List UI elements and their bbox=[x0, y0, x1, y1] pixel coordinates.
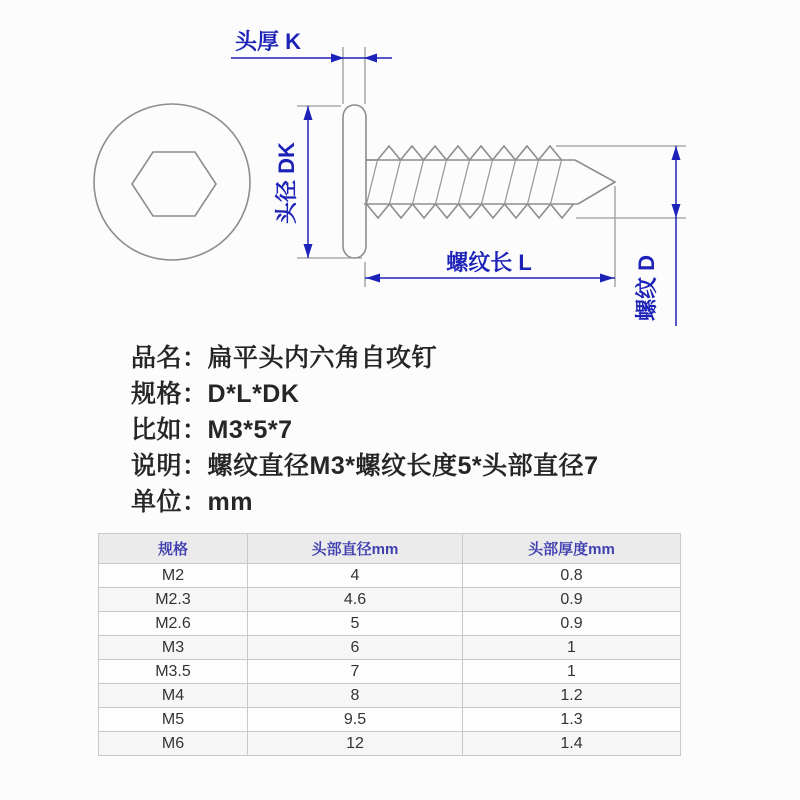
dim-thread-diameter bbox=[556, 146, 686, 326]
arrowhead bbox=[331, 54, 344, 63]
arrowhead bbox=[366, 274, 380, 283]
arrowhead bbox=[364, 54, 377, 63]
table-row bbox=[99, 708, 681, 732]
screw-tip bbox=[575, 160, 615, 204]
product-description bbox=[131, 340, 599, 520]
table-cell: M2.3 bbox=[99, 588, 248, 612]
table-cell: M2.6 bbox=[99, 612, 248, 636]
head-side-view bbox=[343, 47, 366, 258]
table-cell: 1 bbox=[463, 636, 681, 660]
table-row bbox=[99, 684, 681, 708]
table-cell: 12 bbox=[248, 732, 463, 756]
table-row bbox=[99, 732, 681, 756]
desc-label: 规格： bbox=[131, 380, 208, 408]
table-cell: 1.2 bbox=[463, 684, 681, 708]
hex-socket bbox=[132, 152, 216, 216]
table-cell: 6 bbox=[248, 636, 463, 660]
table-row bbox=[99, 636, 681, 660]
table-row bbox=[99, 660, 681, 684]
screw-technical-drawing bbox=[0, 0, 800, 335]
table-cell: 1 bbox=[463, 660, 681, 684]
table-cell: 4.6 bbox=[248, 588, 463, 612]
desc-line-explanation bbox=[131, 448, 599, 484]
desc-value: 螺纹直径M3*螺纹长度5*头部直径7 bbox=[207, 452, 599, 480]
desc-value: M3*5*7 bbox=[207, 416, 293, 444]
table-header-row bbox=[99, 534, 681, 564]
table-cell: 0.9 bbox=[463, 612, 681, 636]
spec-table bbox=[98, 533, 681, 756]
head-outline-circle bbox=[94, 104, 250, 260]
thread-bottom-zigzag bbox=[364, 204, 574, 218]
table-cell: 5 bbox=[248, 612, 463, 636]
desc-value: mm bbox=[207, 488, 253, 516]
table-cell: 0.8 bbox=[463, 564, 681, 588]
table-cell: M2 bbox=[99, 564, 248, 588]
desc-line-product-name bbox=[131, 340, 599, 376]
arrowhead bbox=[672, 146, 681, 160]
table-cell: 8 bbox=[248, 684, 463, 708]
thread-helix-lines bbox=[367, 160, 562, 204]
table-row bbox=[99, 588, 681, 612]
arrowhead bbox=[672, 204, 681, 218]
dim-head-thickness bbox=[231, 29, 392, 63]
table-cell: M3.5 bbox=[99, 660, 248, 684]
table-cell: M6 bbox=[99, 732, 248, 756]
table-cell: 4 bbox=[248, 564, 463, 588]
header-cell-head-diameter: 头部直径mm bbox=[248, 534, 463, 564]
table-row bbox=[99, 564, 681, 588]
desc-label: 品名： bbox=[131, 344, 208, 372]
dim-label-thread-diameter: 螺纹 D bbox=[634, 254, 659, 322]
desc-value: D*L*DK bbox=[207, 380, 300, 408]
head-profile bbox=[343, 105, 366, 258]
desc-value: 扁平头内六角自攻钉 bbox=[207, 344, 438, 372]
head-top-view bbox=[94, 104, 250, 260]
desc-label: 单位： bbox=[131, 488, 208, 516]
dim-label-thread-length: 螺纹长 L bbox=[446, 250, 532, 275]
table-cell: M5 bbox=[99, 708, 248, 732]
header-cell-spec: 规格 bbox=[99, 534, 248, 564]
desc-label: 比如： bbox=[131, 416, 208, 444]
dim-label-head-thickness: 头厚 K bbox=[234, 29, 302, 54]
desc-line-example bbox=[131, 412, 599, 448]
thread-top-zigzag bbox=[366, 146, 562, 160]
header-cell-head-thickness: 头部厚度mm bbox=[463, 534, 681, 564]
screw-body bbox=[364, 146, 615, 218]
dim-thread-length bbox=[365, 186, 615, 287]
dim-label-head-diameter: 头径 DK bbox=[274, 142, 299, 224]
desc-label: 说明： bbox=[131, 452, 208, 480]
desc-line-spec-format bbox=[131, 376, 599, 412]
table-row bbox=[99, 612, 681, 636]
dim-head-diameter bbox=[274, 106, 362, 258]
table-cell: 0.9 bbox=[463, 588, 681, 612]
table-cell: 9.5 bbox=[248, 708, 463, 732]
desc-line-unit bbox=[131, 484, 599, 520]
table-cell: 7 bbox=[248, 660, 463, 684]
table-cell: M4 bbox=[99, 684, 248, 708]
arrowhead bbox=[600, 274, 614, 283]
arrowhead bbox=[304, 106, 313, 120]
arrowhead bbox=[304, 244, 313, 258]
table-cell: M3 bbox=[99, 636, 248, 660]
table-cell: 1.3 bbox=[463, 708, 681, 732]
table-cell: 1.4 bbox=[463, 732, 681, 756]
